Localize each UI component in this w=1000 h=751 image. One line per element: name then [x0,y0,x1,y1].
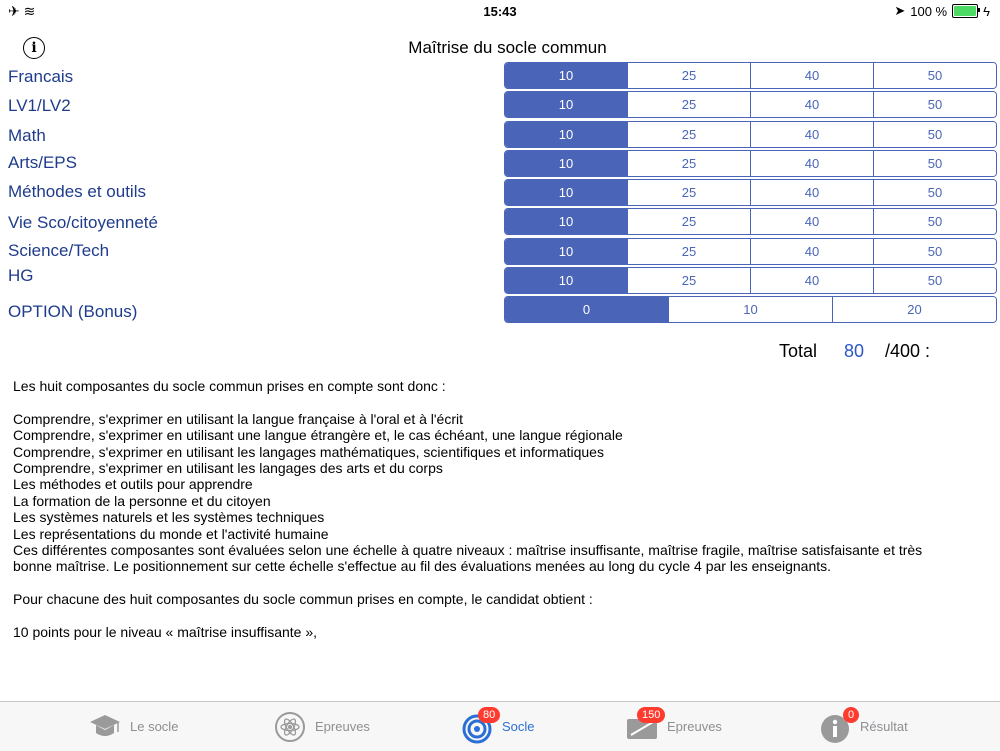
tab-le-socle[interactable] [88,702,178,751]
segment-option[interactable]: 50 [873,92,996,117]
row-label: Francais [8,67,74,86]
segment-option[interactable]: 10 [505,92,627,117]
info-icon[interactable]: i [23,37,45,59]
description-line [13,608,973,624]
tab-badge: 80 [478,707,500,723]
segment-option[interactable]: 20 [832,297,996,322]
description-line [13,575,973,591]
description-line: Ces différentes composantes sont évaluées selon une échelle à quatre niveaux : maîtrise insuffisante, maîtrise fragile, maîtrise satisfaisante et très [13,542,923,559]
airplane-wifi-icons: ✈ ≋ [8,3,36,19]
description-line: Les méthodes et outils pour apprendre [13,476,253,493]
battery-percent: 100 % [910,3,948,19]
segment-option[interactable]: 40 [750,209,873,234]
tab-label: Résultat [860,719,908,734]
segment-option[interactable]: 10 [505,239,627,264]
graduation-cap-icon [88,710,122,744]
row-label: HG [8,266,34,285]
segment-option[interactable]: 25 [627,268,750,293]
segment-option[interactable]: 40 [750,122,873,147]
row-label: LV1/LV2 [8,96,71,115]
tab-label: Socle [502,719,535,734]
description-line: Les systèmes naturels et les systèmes techniques [13,509,325,526]
total-value: 80 [844,341,865,361]
info-icon [818,708,855,744]
tab-label: Epreuves [667,719,722,734]
description-line: Comprendre, s'exprimer en utilisant une langue étrangère et, le cas échéant, une langue régionale [13,427,623,444]
segment-option[interactable]: 10 [505,151,627,176]
segment-option[interactable]: 10 [505,209,627,234]
segment-option[interactable]: 40 [750,151,873,176]
segment-option[interactable]: 25 [627,151,750,176]
description-line: 10 points pour le niveau « maîtrise insuffisante », [13,624,318,641]
description-line: Pour chacune des huit composantes du socle commun prises en compte, le candidat obtient : [13,591,593,608]
segmented-control [504,62,997,89]
segment-option[interactable]: 50 [873,122,996,147]
segmented-control [504,179,997,206]
tab-label: Le socle [130,719,179,734]
row-label: OPTION (Bonus) [8,302,138,321]
segment-option[interactable]: 25 [627,92,750,117]
segment-option[interactable]: 10 [505,63,627,88]
segment-option[interactable]: 50 [873,63,996,88]
row-label: Méthodes et outils [8,182,146,201]
status-right [894,3,990,19]
tab-badge: 150 [637,707,665,723]
segment-option[interactable]: 50 [873,239,996,264]
segmented-control [504,238,997,265]
row-label: Science/Tech [8,241,110,260]
row-label: Vie Sco/citoyenneté [8,213,158,232]
segment-option[interactable]: 10 [505,180,627,205]
segment-option[interactable]: 25 [627,209,750,234]
segmented-control [504,267,997,294]
segmented-control [504,150,997,177]
total-max: /400 : [885,341,931,361]
tab-epreuves-2[interactable] [625,702,722,751]
description-line: Comprendre, s'exprimer en utilisant les langages mathématiques, scientifiques et informatiques [13,443,604,460]
segment-option[interactable]: 25 [627,180,750,205]
total-label: Total [779,341,818,361]
row-label: Arts/EPS [8,153,77,172]
segment-option[interactable]: 40 [750,92,873,117]
segment-option[interactable]: 25 [627,122,750,147]
segmented-control [504,208,997,235]
status-bar [0,0,1000,22]
description-line: Comprendre, s'exprimer en utilisant les langages des arts et du corps [13,460,443,477]
segment-option[interactable]: 50 [873,268,996,293]
row-label: Math [8,126,46,145]
description-line: La formation de la personne et du citoyen [13,492,271,509]
segment-option[interactable]: 50 [873,151,996,176]
pencil-ruler-icon [625,710,659,744]
tab-epreuves-1[interactable] [273,702,370,751]
segment-option[interactable]: 10 [505,122,627,147]
segmented-control [504,91,997,118]
description-line: Comprendre, s'exprimer en utilisant la langue française à l'oral et à l'écrit [13,410,464,427]
segment-option[interactable]: 25 [627,239,750,264]
description-line: Les huit composantes du socle commun prises en compte sont donc : [13,378,446,394]
tab-label: Epreuves [315,719,370,734]
page-title: Maîtrise du socle commun [408,38,607,57]
charging-icon: ϟ [983,3,990,19]
segment-option[interactable]: 40 [750,239,873,264]
atom-icon [273,710,307,744]
description-line [13,394,973,410]
location-icon: ➤ [894,3,906,18]
segment-option[interactable]: 10 [668,297,832,322]
tab-resultat[interactable] [818,702,908,751]
description-line: bonne maîtrise. Le positionnement sur cette échelle s'effectue au fil des évaluations menées au long du cycle 4 par les enseignants. [13,558,832,575]
target-icon [460,710,494,744]
description-line: Les représentations du monde et l'activité humaine [13,525,329,542]
segment-option[interactable]: 40 [750,63,873,88]
tab-socle[interactable] [460,702,535,751]
segment-option[interactable]: 50 [873,209,996,234]
tab-badge: 0 [843,707,859,723]
segment-option[interactable]: 10 [505,268,627,293]
tab-bar [0,701,1000,751]
battery-icon [952,4,978,18]
description-text [13,378,973,640]
segmented-control [504,296,997,323]
segment-option[interactable]: 50 [873,180,996,205]
segment-option[interactable]: 25 [627,63,750,88]
status-time: 15:43 [483,4,517,19]
segment-option[interactable]: 40 [750,180,873,205]
segment-option[interactable]: 40 [750,268,873,293]
segmented-control [504,121,997,148]
segment-option[interactable]: 0 [505,297,668,322]
